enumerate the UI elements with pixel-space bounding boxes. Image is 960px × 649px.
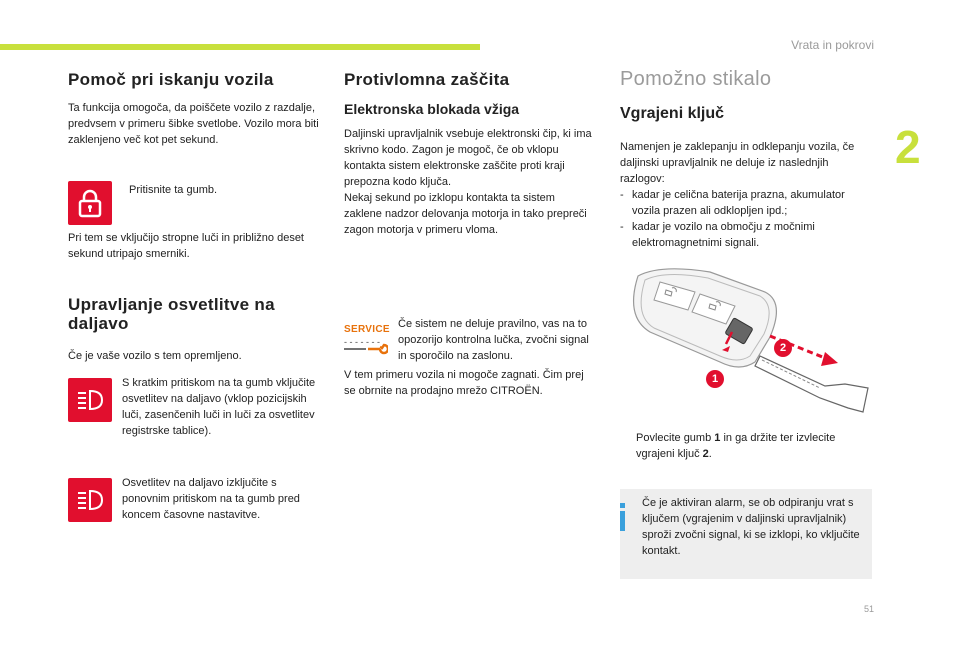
dash-marker: - bbox=[620, 189, 624, 201]
instruction-bold-1: 1 bbox=[714, 432, 721, 444]
subtitle-immobiliser: Elektronska blokada vžiga bbox=[344, 101, 520, 117]
lock-bullet-text: Pritisnite ta gumb. bbox=[129, 184, 218, 196]
instruction-text bbox=[620, 430, 870, 462]
dash-marker: - bbox=[620, 221, 624, 233]
vehicle-locator-intro: Ta funkcija omogoča, da poiščete vozilo z razdalje, predvsem v primeru šibke svetlobe. Vozilo mora biti zaklenjeno več kot pet sekund. bbox=[68, 102, 319, 146]
immobiliser-body: Daljinski upravljalnik vsebuje elektronski čip, ki ima skrivno kodo. Zagon je mogoč, če ob vklopu kontakta sistem elektronske zaščite proti kraji prepozna kodo ključa. Nekaj sekund po izklopu kontakta ta sistem zaklene nadzor delovanja motorja in tako prepreči zagon motorja v primeru vloma. bbox=[344, 128, 592, 236]
headlight-button-icon bbox=[68, 378, 112, 422]
reason-text: kadar je celična baterija prazna, akumulator vozila prazen ali odklopljen ipd.; bbox=[632, 189, 845, 217]
backup-key-intro: Namenjen je zaklepanju in odklepanju vozila, če daljinski upravljalnik ne deluje iz naslednjih razlogov: bbox=[620, 141, 855, 185]
service-label: SERVICE bbox=[344, 324, 390, 335]
lock-button-icon bbox=[68, 181, 112, 225]
chapter-number: 2 bbox=[895, 121, 921, 173]
wrench-icon bbox=[344, 342, 388, 356]
section-title-anti-theft: Protivlomna zaščita bbox=[344, 70, 510, 89]
immobiliser-after: V tem primeru vozila ni mogoče zagnati. Čim prej se obrnite na prodajno mrežo CITROËN. bbox=[344, 369, 584, 397]
list-item bbox=[620, 219, 875, 251]
section-title-vehicle-locator: Pomoč pri iskanju vozila bbox=[68, 70, 274, 89]
headlight-button-icon bbox=[68, 478, 112, 522]
reasons-list bbox=[620, 187, 875, 251]
section-title-remote-lighting: Upravljanje osvetlitve na daljavo bbox=[68, 295, 275, 333]
page-number: 51 bbox=[863, 604, 874, 614]
light-off-text: Osvetlitev na daljavo izključite s ponovnim pritiskom na ta gumb pred koncem časovne nastavitve. bbox=[122, 477, 300, 521]
service-text: Če sistem ne deluje pravilno, vas na to opozorijo kontrolna lučka, zvočni signal in sporočilo na zaslonu. bbox=[398, 318, 589, 362]
service-dashes: - - - - - - - bbox=[344, 337, 380, 347]
list-item bbox=[620, 187, 875, 219]
remote-lighting-intro: Če je vaše vozilo s tem opremljeno. bbox=[68, 350, 242, 362]
instruction-bold-2: 2 bbox=[702, 448, 709, 460]
service-warning-icon bbox=[344, 324, 388, 356]
key-illustration bbox=[620, 262, 876, 422]
instruction-part: Povlecite gumb bbox=[636, 432, 715, 444]
reason-text: kadar je vozilo na območju z močnimi elektromagnetnimi signali. bbox=[632, 221, 815, 249]
callout-1: 1 bbox=[706, 370, 724, 388]
top-accent-bar bbox=[0, 44, 480, 50]
vehicle-locator-after: Pri tem se vključijo stropne luči in približno deset sekund utripajo smerniki. bbox=[68, 232, 304, 260]
callout-2: 2 bbox=[774, 339, 792, 357]
info-icon bbox=[620, 503, 625, 531]
instruction-bullet bbox=[620, 430, 870, 462]
instruction-part: in ga držite ter izvlecite vgrajeni ključ bbox=[636, 432, 836, 460]
alarm-note-box bbox=[620, 489, 872, 579]
instruction-part: . bbox=[708, 448, 712, 460]
chapter-title: Vrata in pokrovi bbox=[791, 38, 874, 52]
lock-bullet bbox=[123, 180, 323, 198]
section-title-backup-key: Pomožno stikalo bbox=[620, 68, 772, 90]
light-on-text: S kratkim pritiskom na ta gumb vključite osvetlitev na daljavo (vklop pozicijskih luči, zasenčenih luči in luči za osvetlitev registrske tablice). bbox=[122, 377, 316, 437]
subtitle-integrated-key: Vgrajeni ključ bbox=[620, 105, 725, 122]
alarm-note-text: Če je aktiviran alarm, se ob odpiranju vrat s ključem (vgrajenim v daljinski upravljalnik) sproži zvočni signal, ki se izklopi, ko vključite kontakt. bbox=[642, 497, 860, 557]
